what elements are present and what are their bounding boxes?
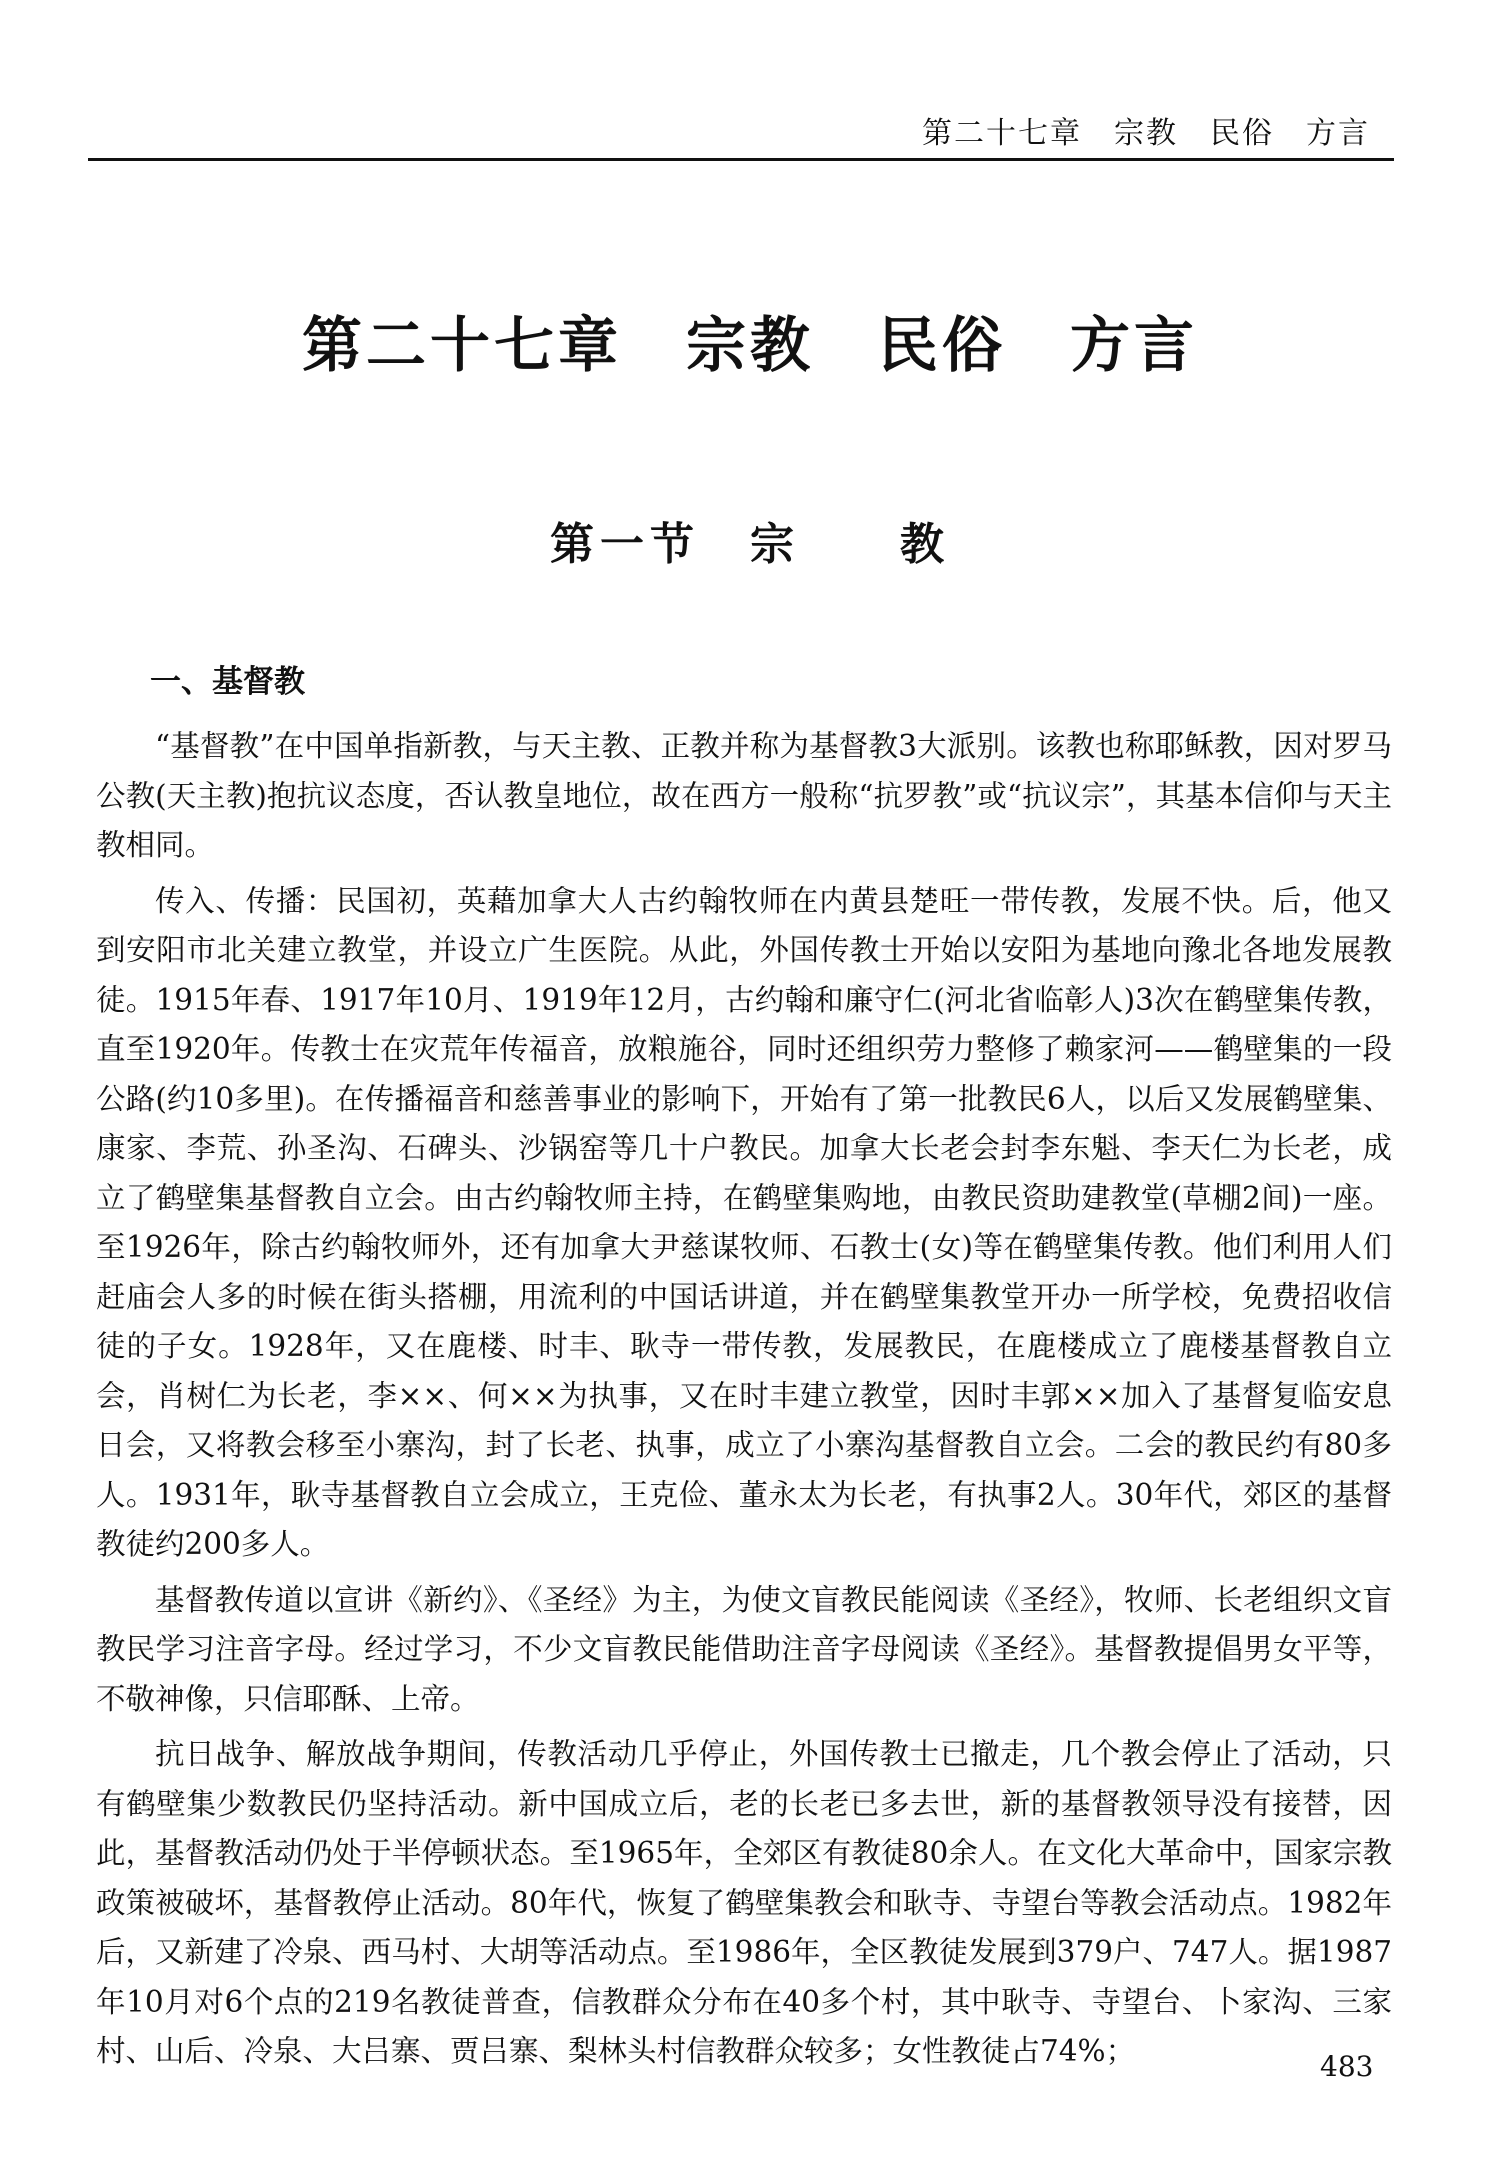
- header-rule: [88, 158, 1394, 161]
- subsection-title: 一、基督教: [150, 664, 305, 700]
- running-header: 第二十七章 宗教 民俗 方言: [922, 116, 1370, 151]
- paragraph-wartime-modern: 抗日战争、解放战争期间，传教活动几乎停止，外国传教士已撤走，几个教会停止了活动，只有鹤壁集少数教民仍坚持活动。新中国成立后，老的长老已多去世，新的基督教领导没有接替，因此，基督教活动仍处于半停顿状态。至1965年，全郊区有教徒80余人。在文化大革命中，国家宗教政策被破坏，基督教停止活动。80年代，恢复了鹤壁集教会和耿寺、寺望台等教会活动点。1982年后，又新建了冷泉、西马村、大胡等活动点。至1986年，全区教徒发展到379户、747人。据1987年10月对6个点的219名教徒普查，信教群众分布在40多个村，其中耿寺、寺望台、卜家沟、三家村、山后、冷泉、大吕寨、贾吕寨、梨林头村信教群众较多；女性教徒占74%；: [96, 1737, 1392, 2068]
- paragraph-preaching: 基督教传道以宣讲《新约》、《圣经》为主，为使文盲教民能阅读《圣经》，牧师、长老组织文盲教民学习注音字母。经过学习，不少文盲教民能借助注音字母阅读《圣经》。基督教提倡男女平等，不敬神像，只信耶酥、上帝。: [96, 1582, 1392, 1716]
- chapter-title: 第二十七章 宗教 民俗 方言: [302, 311, 1198, 381]
- page-number: 483: [1320, 2050, 1374, 2083]
- section-title: 第一节 宗 教: [550, 519, 950, 570]
- paragraph-introduction-spread: 传入、传播：民国初，英藉加拿大人古约翰牧师在内黄县楚旺一带传教，发展不快。后，他又到安阳市北关建立教堂，并设立广生医院。从此，外国传教士开始以安阳为基地向豫北各地发展教徒。1915年春、1917年10月、1919年12月，古约翰和廉守仁(河北省临彰人)3次在鹤壁集传教，直至1920年。传教士在灾荒年传福音，放粮施谷，同时还组织劳力整修了赖家河——鹤壁集的一段公路(约10多里)。在传播福音和慈善事业的影响下，开始有了第一批教民6人，以后又发展鹤壁集、康家、李荒、孙圣沟、石碑头、沙锅窑等几十户教民。加拿大长老会封李东魁、李天仁为长老，成立了鹤壁集基督教自立会。由古约翰牧师主持，在鹤壁集购地，由教民资助建教堂(草棚2间)一座。至1926年，除古约翰牧师外，还有加拿大尹慈谋牧师、石教士(女)等在鹤壁集传教。他们利用人们赶庙会人多的时候在街头搭棚，用流利的中国话讲道，并在鹤壁集教堂开办一所学校，免费招收信徒的子女。1928年，又在鹿楼、时丰、耿寺一带传教，发展教民，在鹿楼成立了鹿楼基督教自立会，肖树仁为长老，李××、何××为执事，又在时丰建立教堂，因时丰郭××加入了基督复临安息日会，又将教会移至小寨沟，封了长老、执事，成立了小寨沟基督教自立会。二会的教民约有80多人。1931年，耿寺基督教自立会成立，王克俭、董永太为长老，有执事2人。30年代，郊区的基督教徒约200多人。: [96, 883, 1392, 1561]
- paragraph-definition: “基督教”在中国单指新教，与天主教、正教并称为基督教3大派别。该教也称耶稣教，因对罗马公教(天主教)抱抗议态度，否认教皇地位，故在西方一般称“抗罗教”或“抗议宗”，其基本信仰与天主教相同。: [96, 729, 1392, 862]
- body-text: [96, 722, 1392, 2083]
